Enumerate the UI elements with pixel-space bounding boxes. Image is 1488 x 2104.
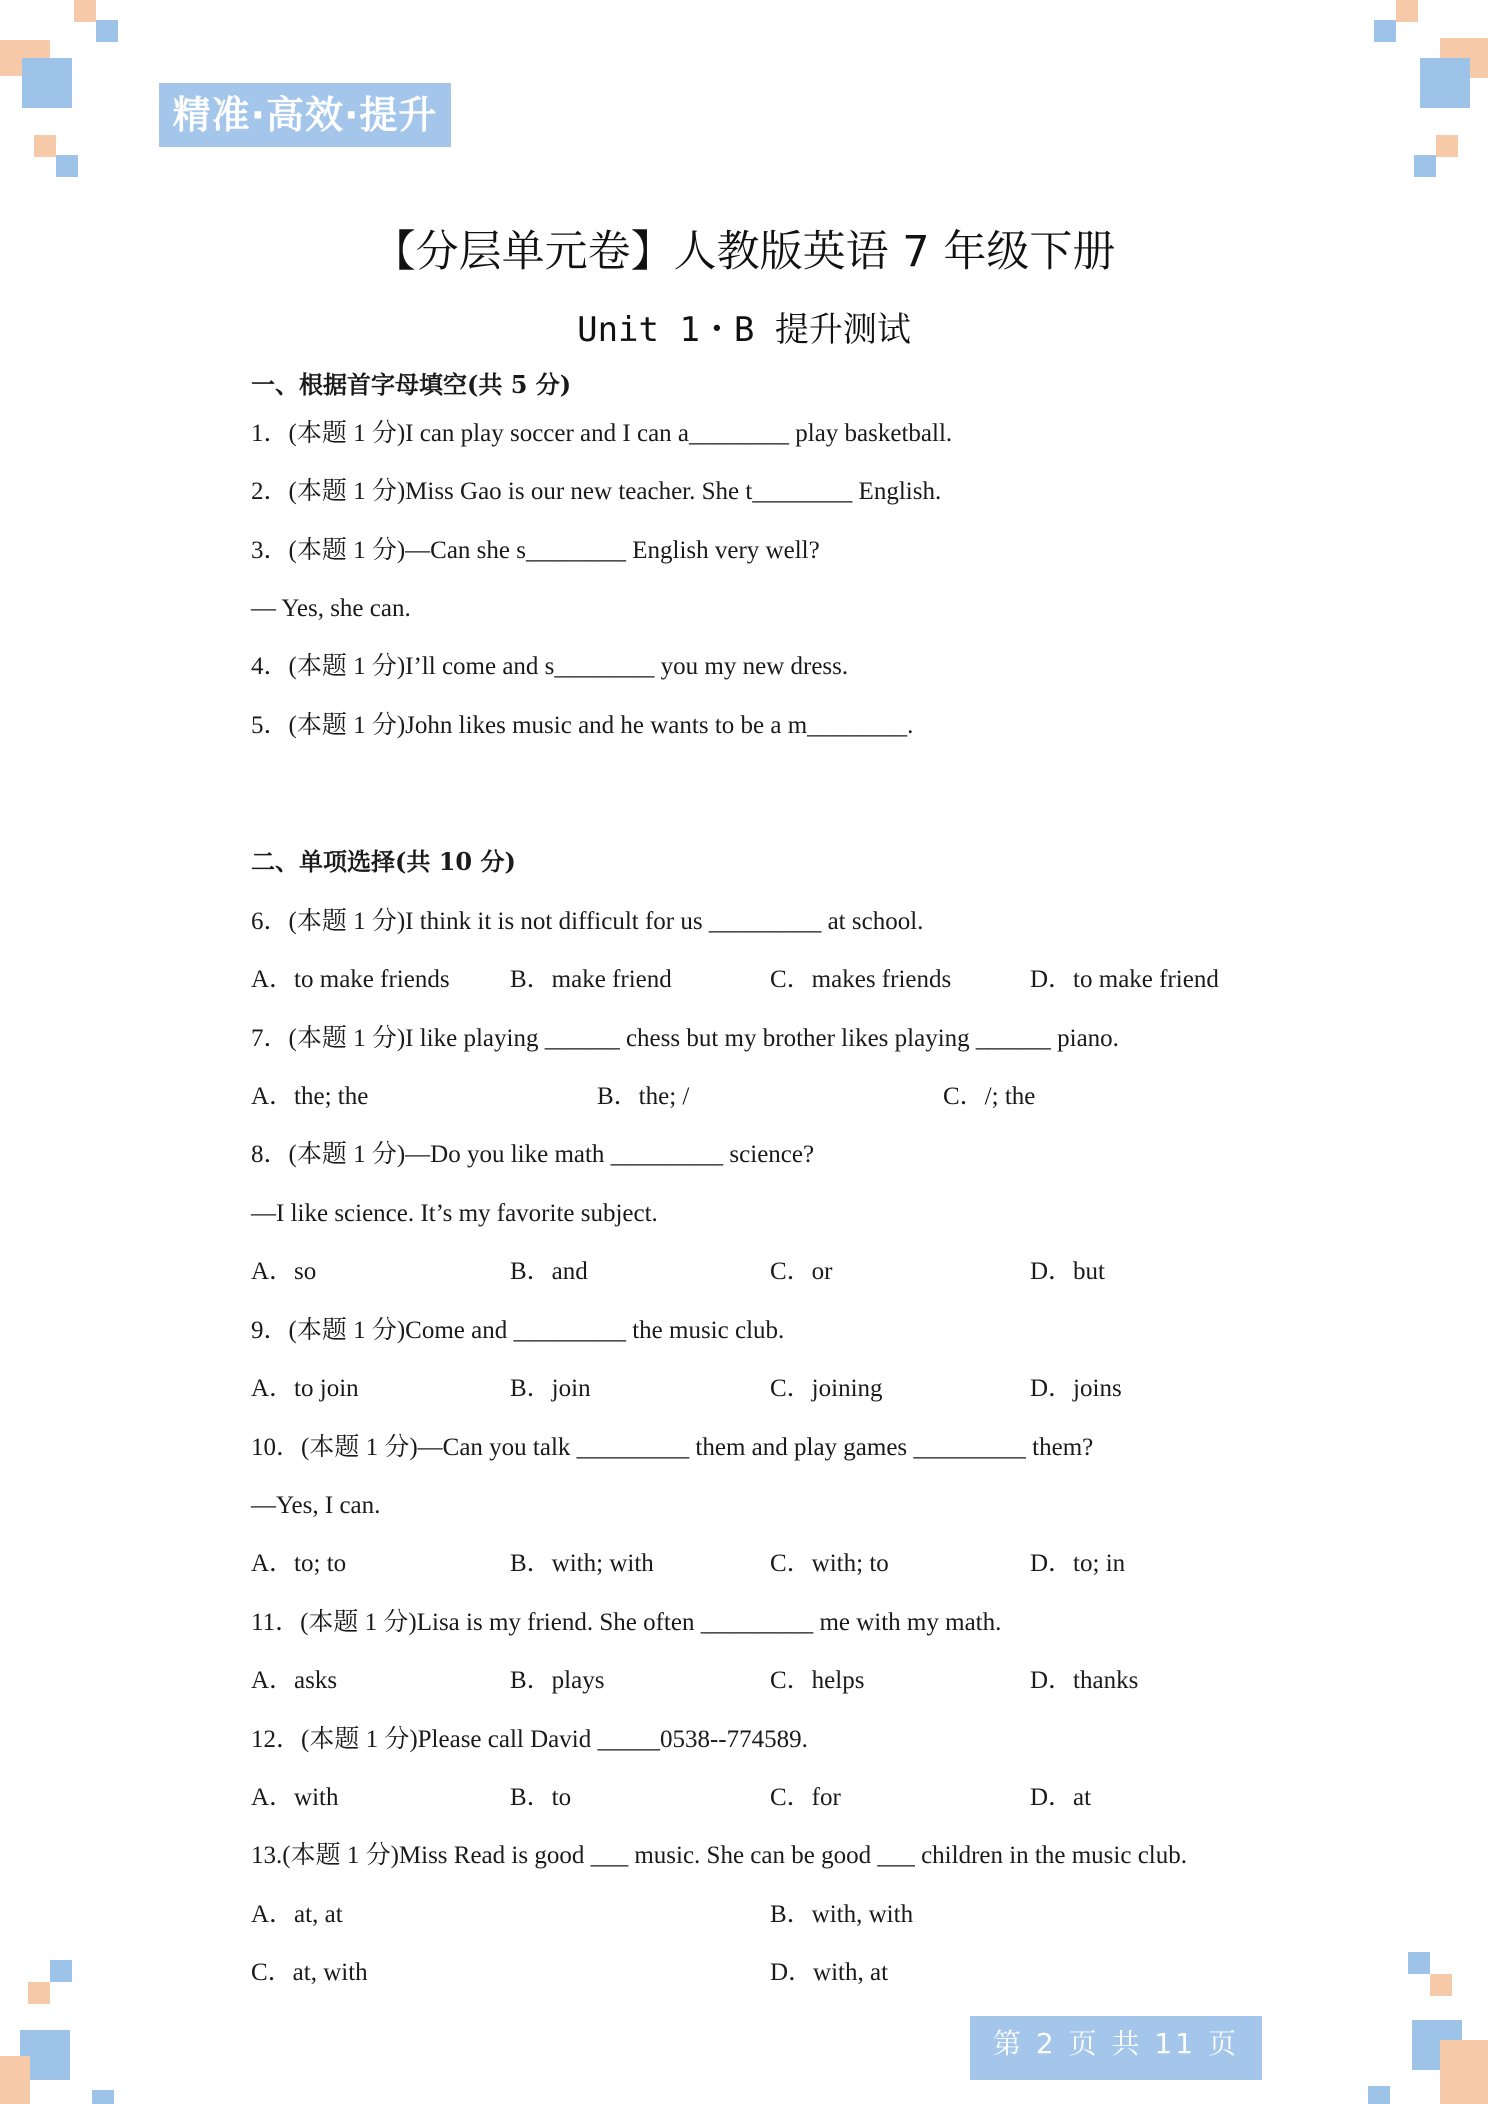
corner-decoration [1436, 135, 1458, 157]
option-a: A．to make friends [251, 966, 450, 993]
option-d: D．with, at [770, 1959, 889, 1986]
option-b: B．and [510, 1258, 588, 1285]
option-b: B．with, with [770, 1901, 914, 1928]
question-stem: 11．(本题 1 分)Lisa is my friend. She often _________ me with my math. [251, 1609, 1002, 1636]
option-c: C．makes friends [770, 966, 952, 993]
option-a: A．the; the [251, 1083, 369, 1110]
corner-decoration [1374, 20, 1396, 42]
question-stem: 12．(本题 1 分)Please call David _____0538--774589. [251, 1726, 808, 1753]
corner-decoration [28, 1982, 50, 2004]
option-b: B．plays [510, 1667, 605, 1694]
option-c: C．/; the [943, 1083, 1036, 1110]
option-a: A．asks [251, 1667, 338, 1694]
corner-decoration [1368, 2086, 1390, 2104]
page-title: 【分层单元卷】人教版英语 7 年级下册 [372, 227, 1116, 277]
corner-decoration [0, 2056, 30, 2104]
brand-banner: 精准·高效·提升 [159, 83, 451, 147]
option-a: A．to; to [251, 1550, 347, 1577]
option-c: C．joining [770, 1375, 883, 1402]
option-c: C．with; to [770, 1550, 889, 1577]
question-line: 3．(本题 1 分)—Can she s________ English very well? [251, 537, 820, 564]
option-d: D．to make friend [1030, 966, 1219, 993]
option-b: B．join [510, 1375, 591, 1402]
page-indicator: 第 2 页 共 11 页 [970, 2016, 1262, 2080]
option-c: C．at, with [251, 1959, 368, 1986]
question-line: 2．(本题 1 分)Miss Gao is our new teacher. She t________ English. [251, 478, 942, 505]
option-a: A．with [251, 1784, 339, 1811]
answer-line: —I like science. It’s my favorite subject. [251, 1200, 658, 1227]
corner-decoration [1396, 0, 1418, 22]
question-stem: 13.(本题 1 分)Miss Read is good ___ music. She can be good ___ children in the music club. [251, 1842, 1187, 1869]
corner-decoration [34, 135, 56, 157]
question-stem: 10．(本题 1 分)—Can you talk _________ them and play games _________ them? [251, 1434, 1094, 1461]
option-c: C．or [770, 1258, 833, 1285]
section-heading: 一、根据首字母填空(共 5 分) [251, 370, 572, 399]
corner-decoration [56, 155, 78, 177]
corner-decoration [1420, 58, 1470, 108]
option-b: B．the; / [597, 1083, 690, 1110]
option-d: D．to; in [1030, 1550, 1126, 1577]
question-line: 5．(本题 1 分)John likes music and he wants to be a m________. [251, 712, 914, 739]
question-stem: 7．(本题 1 分)I like playing ______ chess but my brother likes playing ______ piano. [251, 1025, 1119, 1052]
option-b: B．to [510, 1784, 572, 1811]
option-c: C．for [770, 1784, 841, 1811]
option-d: D．at [1030, 1784, 1092, 1811]
answer-line: —Yes, I can. [251, 1492, 381, 1519]
question-stem: 8．(本题 1 分)—Do you like math _________ science? [251, 1141, 815, 1168]
section-heading: 二、单项选择(共 10 分) [251, 847, 516, 876]
option-a: A．to join [251, 1375, 359, 1402]
page-subtitle: Unit 1・B 提升测试 [577, 310, 911, 350]
option-b: B．make friend [510, 966, 672, 993]
corner-decoration [1430, 1974, 1452, 1996]
option-d: D．thanks [1030, 1667, 1139, 1694]
corner-decoration [96, 20, 118, 42]
corner-decoration [1414, 155, 1436, 177]
option-d: D．but [1030, 1258, 1106, 1285]
option-a: A．at, at [251, 1901, 343, 1928]
option-b: B．with; with [510, 1550, 654, 1577]
corner-decoration [22, 58, 72, 108]
corner-decoration [74, 0, 96, 22]
corner-decoration [1408, 1952, 1430, 1974]
corner-decoration [1440, 2040, 1488, 2104]
question-stem: 6．(本题 1 分)I think it is not difficult for us _________ at school. [251, 908, 924, 935]
corner-decoration [50, 1960, 72, 1982]
question-line: 4．(本题 1 分)I’ll come and s________ you my new dress. [251, 653, 849, 680]
corner-decoration [92, 2090, 114, 2104]
option-a: A．so [251, 1258, 317, 1285]
option-c: C．helps [770, 1667, 865, 1694]
answer-line: — Yes, she can. [251, 595, 411, 622]
option-d: D．joins [1030, 1375, 1122, 1402]
question-line: 1．(本题 1 分)I can play soccer and I can a________ play basketball. [251, 420, 953, 447]
question-stem: 9．(本题 1 分)Come and _________ the music club. [251, 1317, 785, 1344]
